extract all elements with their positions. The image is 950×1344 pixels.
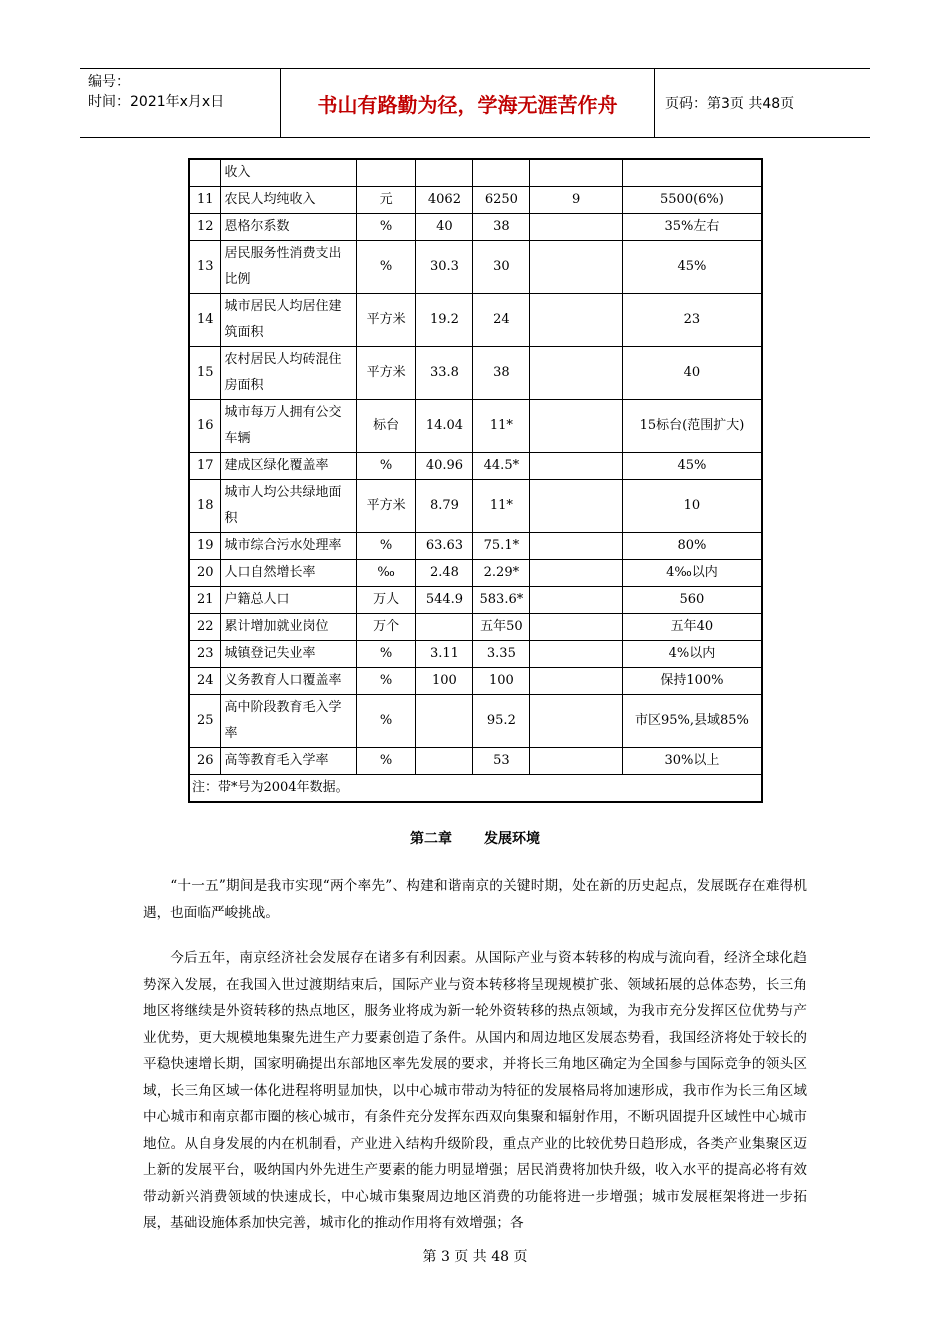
cell-target: 80% [622,533,762,560]
cell-v2: 95.2 [473,695,530,748]
cell-no: 18 [189,480,221,533]
cell-v2: 100 [473,668,530,695]
cell-name: 户籍总人口 [221,587,356,614]
cell-no: 24 [189,668,221,695]
cell-v3 [530,668,623,695]
chapter-number: 第二章 [410,831,452,847]
cell-name: 高中阶段教育毛入学率 [221,695,356,748]
cell-v1 [416,695,473,748]
cell-unit: % [356,533,416,560]
header-meta [80,69,280,137]
page-header [80,68,870,138]
cell-target [622,159,762,187]
cell-name: 收入 [221,159,356,187]
cell-unit: % [356,668,416,695]
cell-v3 [530,614,623,641]
cell-v2: 11* [473,400,530,453]
cell-v1 [416,748,473,775]
cell-unit: % [356,453,416,480]
cell-name: 居民服务性消费支出比例 [221,241,356,294]
cell-v2: 6250 [473,187,530,214]
cell-unit: % [356,748,416,775]
cell-no: 11 [189,187,221,214]
cell-v1: 4062 [416,187,473,214]
table-row [189,241,762,294]
cell-v3 [530,480,623,533]
cell-target: 15标台(范围扩大) [622,400,762,453]
paragraph-1: “十一五”期间是我市实现“两个率先”、构建和谐南京的关键时期，处在新的历史起点，发展既存在难得机遇，也面临严峻挑战。 [143,878,807,921]
paragraph-2: 今后五年，南京经济社会发展存在诸多有利因素。从国际产业与资本转移的构成与流向看，经济全球化趋势深入发展，在我国入世过渡期结束后，国际产业与资本转移将呈现规模扩张、领域拓展的总体态势，长三角地区将继续是外资转移的热点地区，服务业将成为新一轮外资转移的热点领域，为我市充分发挥区位优势与产业优势，更大规模地集聚先进生产力要素创造了条件。从国内和周边地区发展态势看，我国经济将处于较长的平稳快速增长期，国家明确提出东部地区率先发展的要求，并将长三角地区确定为全国参与国际竞争的领头区域，长三角区域一体化进程将明显加快，以中心城市带动为特征的发展格局将加速形成，我市作为长三角区域中心城市和南京都市圈的核心城市，有条件充分发挥东西双向集聚和辐射作用，不断巩固提升区域性中心城市地位。从自身发展的内在机制看，产业进入结构升级阶段，重点产业的比较优势日趋形成，各类产业集聚区迈上新的发展平台，吸纳国内外先进生产要素的能力明显增强；居民消费将加快升级，收入水平的提高必将有效带动新兴消费领域的快速成长，中心城市集聚周边地区消费的功能将进一步增强；城市发展框架将进一步拓展，基础设施体系加快完善，城市化的推动作用将有效增强；各 [143,950,807,1231]
cell-unit [356,159,416,187]
cell-v3 [530,214,623,241]
cell-unit: 元 [356,187,416,214]
table-row [189,453,762,480]
cell-v1: 100 [416,668,473,695]
cell-no: 21 [189,587,221,614]
cell-v1: 544.9 [416,587,473,614]
cell-unit: 平方米 [356,480,416,533]
cell-no: 15 [189,347,221,400]
indicator-table [188,158,763,803]
cell-v2: 24 [473,294,530,347]
cell-v3 [530,453,623,480]
cell-target: 45% [622,453,762,480]
cell-v2: 583.6* [473,587,530,614]
cell-target: 保持100% [622,668,762,695]
cell-name: 义务教育人口覆盖率 [221,668,356,695]
cell-target: 五年40 [622,614,762,641]
table-row [189,187,762,214]
chapter-title: 发展环境 [484,831,540,847]
cell-name: 建成区绿化覆盖率 [221,453,356,480]
table-row [189,214,762,241]
cell-v3 [530,587,623,614]
cell-target: 10 [622,480,762,533]
cell-unit: 平方米 [356,347,416,400]
cell-name: 农民人均纯收入 [221,187,356,214]
cell-no: 23 [189,641,221,668]
cell-v3 [530,347,623,400]
table-row [189,533,762,560]
cell-v2: 五年50 [473,614,530,641]
cell-name: 城市每万人拥有公交车辆 [221,400,356,453]
cell-name: 恩格尔系数 [221,214,356,241]
cell-v2: 3.35 [473,641,530,668]
table-row [189,668,762,695]
table-row [189,560,762,587]
cell-v2: 44.5* [473,453,530,480]
cell-name: 城市人均公共绿地面积 [221,480,356,533]
table-row [189,480,762,533]
cell-unit: 万个 [356,614,416,641]
cell-unit: 标台 [356,400,416,453]
cell-no: 16 [189,400,221,453]
cell-v1: 63.63 [416,533,473,560]
cell-target: 35%左右 [622,214,762,241]
cell-no: 22 [189,614,221,641]
cell-v1: 3.11 [416,641,473,668]
cell-no: 20 [189,560,221,587]
cell-v3 [530,159,623,187]
cell-no [189,159,221,187]
table-row [189,400,762,453]
table-row [189,614,762,641]
table-row [189,748,762,775]
cell-v3 [530,533,623,560]
cell-v1: 19.2 [416,294,473,347]
cell-v3 [530,294,623,347]
cell-v2: 38 [473,214,530,241]
cell-v1: 2.48 [416,560,473,587]
cell-target: 40 [622,347,762,400]
header-page-info: 页码：第3页 共48页 [665,96,795,112]
cell-target: 市区95%,县域85% [622,695,762,748]
cell-unit: 平方米 [356,294,416,347]
cell-name: 城市综合污水处理率 [221,533,356,560]
cell-name: 农村居民人均砖混住房面积 [221,347,356,400]
cell-unit: % [356,241,416,294]
cell-v2 [473,159,530,187]
page-footer: 第 3 页 共 48 页 [422,1249,528,1265]
cell-v3 [530,560,623,587]
cell-target: 4%以内 [622,641,762,668]
cell-v3 [530,748,623,775]
cell-target: 5500(6%) [622,187,762,214]
cell-v2: 30 [473,241,530,294]
table-row [189,294,762,347]
indicator-table-body [189,159,762,802]
cell-no: 19 [189,533,221,560]
cell-no: 26 [189,748,221,775]
cell-target: 45% [622,241,762,294]
cell-target: 23 [622,294,762,347]
cell-name: 城镇登记失业率 [221,641,356,668]
table-row [189,641,762,668]
cell-v1: 30.3 [416,241,473,294]
cell-name: 高等教育毛入学率 [221,748,356,775]
cell-no: 12 [189,214,221,241]
cell-v2: 2.29* [473,560,530,587]
table-row [189,159,762,187]
cell-v3 [530,695,623,748]
header-time: 时间：2021年x月x日 [88,94,225,110]
header-slogan: 书山有路勤为径，学海无涯苦作舟 [280,69,655,137]
cell-name: 人口自然增长率 [221,560,356,587]
table-row [189,347,762,400]
cell-unit: % [356,695,416,748]
cell-unit: % [356,641,416,668]
table-note: 注：带*号为2004年数据。 [189,775,762,803]
cell-v2: 11* [473,480,530,533]
cell-unit: 万人 [356,587,416,614]
cell-unit: ‰ [356,560,416,587]
table-row [189,695,762,748]
cell-name: 城市居民人均居住建筑面积 [221,294,356,347]
cell-v2: 53 [473,748,530,775]
cell-target: 560 [622,587,762,614]
cell-no: 25 [189,695,221,748]
cell-unit: % [356,214,416,241]
cell-v2: 75.1* [473,533,530,560]
cell-v1: 8.79 [416,480,473,533]
cell-v1 [416,159,473,187]
cell-v3: 9 [530,187,623,214]
cell-v3 [530,241,623,294]
cell-v1: 40.96 [416,453,473,480]
cell-v1: 33.8 [416,347,473,400]
cell-v1: 14.04 [416,400,473,453]
cell-v1: 40 [416,214,473,241]
cell-v3 [530,641,623,668]
chapter-heading [0,828,950,848]
table-row [189,587,762,614]
cell-v1 [416,614,473,641]
cell-target: 30%以上 [622,748,762,775]
cell-no: 13 [189,241,221,294]
cell-no: 14 [189,294,221,347]
cell-no: 17 [189,453,221,480]
table-note-row [189,775,762,803]
cell-target: 4‰以内 [622,560,762,587]
cell-name: 累计增加就业岗位 [221,614,356,641]
cell-v3 [530,400,623,453]
cell-v2: 38 [473,347,530,400]
header-code: 编号： [88,74,130,90]
